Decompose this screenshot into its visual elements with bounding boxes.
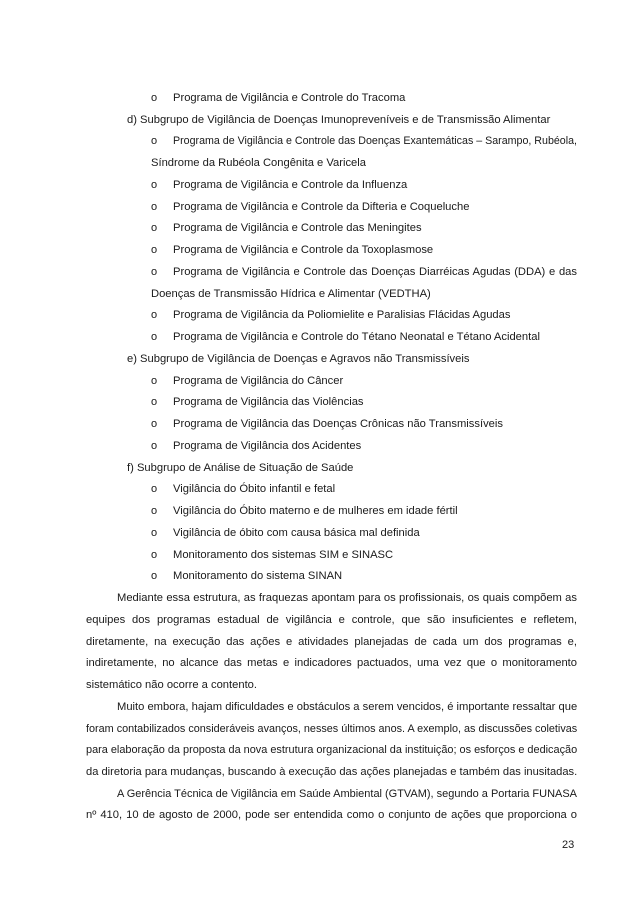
paragraph-line: Mediante essa estrutura, as fraquezas apontam para os profissionais, os quais compõem as xyxy=(117,592,577,604)
paragraph-line: Muito embora, hajam dificuldades e obstáculos a serem vencidos, é importante ressaltar que xyxy=(117,701,578,713)
bullet-marker: o xyxy=(151,396,158,408)
bullet-marker: o xyxy=(151,418,158,430)
list-item: Programa de Vigilância e Controle das Doenças Diarréicas Agudas (DDA) e das xyxy=(173,266,577,278)
bullet-marker: o xyxy=(151,331,158,343)
list-item: Programa de Vigilância e Controle da Toxoplasmose xyxy=(173,244,434,256)
bullet-marker: o xyxy=(151,179,158,191)
paragraph-line: sistemático não ocorre a contento. xyxy=(86,679,258,691)
list-item: Monitoramento do sistema SINAN xyxy=(173,570,343,582)
bullet-marker: o xyxy=(151,505,158,517)
bullet-marker: o xyxy=(151,244,158,256)
paragraph-line: para elaboração da proposta da nova estrutura organizacional da instituição; os esforços e dedicação xyxy=(86,744,578,756)
subgroup-heading-f: f) Subgrupo de Análise de Situação de Saúde xyxy=(127,462,354,474)
list-item-continuation: Síndrome da Rubéola Congênita e Varicela xyxy=(151,157,366,169)
paragraph-line: da diretoria para mudanças, buscando à execução das ações planejadas e também das inusitadas. xyxy=(86,766,578,778)
list-item: Programa de Vigilância das Violências xyxy=(173,396,364,408)
subgroup-heading-e: e) Subgrupo de Vigilância de Doenças e Agravos não Transmissíveis xyxy=(127,353,470,365)
list-item: Programa de Vigilância e Controle das Meningites xyxy=(173,222,422,234)
bullet-marker: o xyxy=(151,527,158,539)
list-item: Vigilância do Óbito materno e de mulheres em idade fértil xyxy=(173,505,458,517)
paragraph-line: diretamente, na execução das ações e atividades planejadas de cada um dos programas e, xyxy=(86,636,577,648)
bullet-marker: o xyxy=(151,135,158,147)
page-number: 23 xyxy=(562,839,575,851)
list-item: Programa de Vigilância da Poliomielite e Paralisias Flácidas Agudas xyxy=(173,309,511,321)
list-item: Vigilância de óbito com causa básica mal definida xyxy=(173,527,420,539)
bullet-marker: o xyxy=(151,92,158,104)
bullet-marker: o xyxy=(151,483,158,495)
paragraph-line: A Gerência Técnica de Vigilância em Saúde Ambiental (GTVAM), segundo a Portaria FUNASA xyxy=(117,788,577,800)
list-item: Monitoramento dos sistemas SIM e SINASC xyxy=(173,549,394,561)
list-item: Programa de Vigilância e Controle do Tracoma xyxy=(173,92,406,104)
list-item: Programa de Vigilância e Controle da Difteria e Coqueluche xyxy=(173,201,470,213)
paragraph-line: nº 410, 10 de agosto de 2000, pode ser entendida como o conjunto de ações que proporciona o xyxy=(86,809,577,821)
subgroup-heading-d: d) Subgrupo de Vigilância de Doenças Imunopreveníveis e de Transmissão Alimentar xyxy=(127,114,551,126)
bullet-marker: o xyxy=(151,549,158,561)
list-item-continuation: Doenças de Transmissão Hídrica e Alimentar (VEDTHA) xyxy=(151,288,431,300)
list-item: Programa de Vigilância e Controle do Tétano Neonatal e Tétano Acidental xyxy=(173,331,540,343)
paragraph-line: equipes dos programas estadual de vigilância e controle, que são insuficientes e refletem, xyxy=(86,614,577,626)
bullet-marker: o xyxy=(151,222,158,234)
list-item: Programa de Vigilância e Controle da Influenza xyxy=(173,179,408,191)
bullet-marker: o xyxy=(151,266,158,278)
list-item: Programa de Vigilância do Câncer xyxy=(173,375,344,387)
paragraph-line: indiretamente, no alcance das metas e indicadores pactuados, uma vez que o monitoramento xyxy=(86,657,577,669)
paragraph-line: foram contabilizados consideráveis avanços, nesses últimos anos. A exemplo, as discussões coletivas xyxy=(86,723,578,735)
bullet-marker: o xyxy=(151,570,158,582)
bullet-marker: o xyxy=(151,375,158,387)
list-item: Programa de Vigilância e Controle das Doenças Exantemáticas – Sarampo, Rubéola, xyxy=(173,135,577,147)
bullet-marker: o xyxy=(151,440,158,452)
bullet-marker: o xyxy=(151,309,158,321)
bullet-marker: o xyxy=(151,201,158,213)
list-item: Programa de Vigilância dos Acidentes xyxy=(173,440,362,452)
list-item: Vigilância do Óbito infantil e fetal xyxy=(173,483,336,495)
list-item: Programa de Vigilância das Doenças Crônicas não Transmissíveis xyxy=(173,418,503,430)
